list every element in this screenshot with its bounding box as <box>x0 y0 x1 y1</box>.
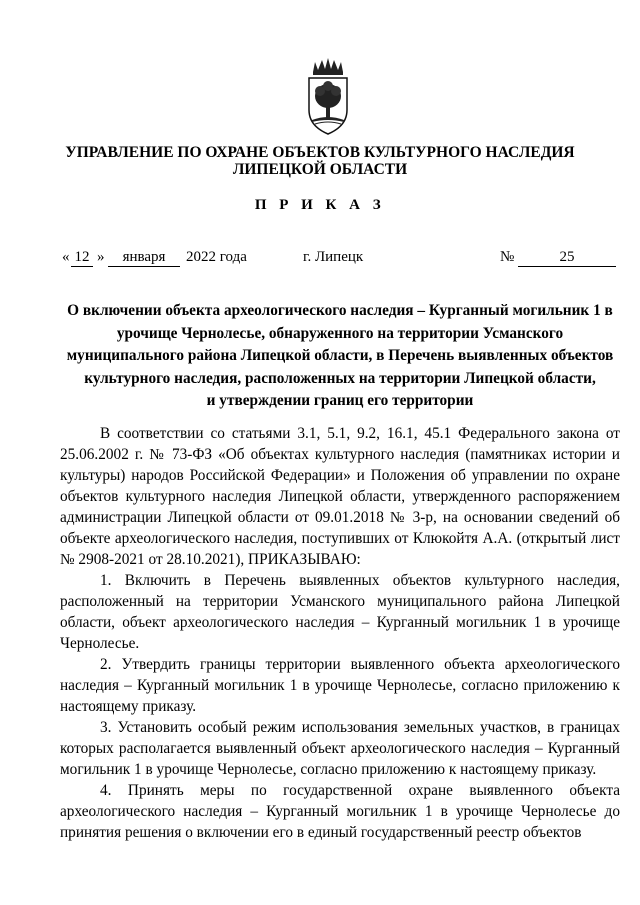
item-4-paragraph: 4. Принять меры по государственной охране выявленного объекта археологического наследия – Курганный могильник 1 в урочище Чернолесье до принятия решения о включении его в единый государственный реестр объектов <box>60 782 620 841</box>
number-value: 25 <box>559 249 575 265</box>
heading-line-3: муниципального района Липецкой области, в Перечень выявленных объектов <box>66 347 614 364</box>
year-value: 2022 года <box>186 249 247 265</box>
quote-open: « <box>62 249 70 265</box>
preamble-paragraph: В соответствии со статьями 3.1, 5.1, 9.2, 16.1, 45.1 Федерального закона от 25.06.2002 г. № 73-ФЗ «Об объектах культурного наследия (памятниках истории и культуры) народов Российской Федерации» и Положения об управлении по охране объектов культурного наследия Липецкой области, утвержденного распоряжением администрации Липецкой области от 09.01.2018 № 3-р, на основании сведений об объекте археологического наследия, поступивших от Клюкойтя А.А. (открытый лист № 2908-2021 от 28.10.2021), ПРИКАЗЫВАЮ: <box>60 425 620 568</box>
heading-line-4: культурного наследия, расположенных на территории Липецкой области, <box>84 369 596 387</box>
heading-line-2: урочище Чернолесье, обнаруженного на территории Усманского <box>116 324 564 342</box>
coat-of-arms-emblem <box>303 58 353 136</box>
item-1-paragraph: 1. Включить в Перечень выявленных объектов культурного наследия, расположенный на территории Усманского муниципального района Липецкой области, объект археологического наследия – Курганный могильник 1 в урочище Чернолесье. <box>60 572 620 652</box>
heading-line-1: О включении объекта археологического наследия – Курганный могильник 1 в <box>67 302 613 319</box>
org-line-2: ЛИПЕЦКОЙ ОБЛАСТИ <box>232 161 408 178</box>
number-label: № <box>500 249 515 265</box>
document-type: П Р И К А З <box>254 197 386 213</box>
heading-line-5: и утверждении границ его территории <box>206 392 474 409</box>
organization-name <box>0 144 640 178</box>
date-number-line <box>62 249 618 271</box>
city-value: г. Липецк <box>303 249 364 265</box>
day-value: 12 <box>74 249 90 265</box>
org-line-1: УПРАВЛЕНИЕ ПО ОХРАНЕ ОБЪЕКТОВ КУЛЬТУРНОГО НАСЛЕДИЯ <box>65 144 575 161</box>
item-2-paragraph: 2. Утвердить границы территории выявленного объекта археологического наследия – Курганный могильник 1 в урочище Чернолесье, согласно приложению к настоящему приказу. <box>60 656 620 715</box>
order-body <box>60 423 620 843</box>
quote-close: » <box>97 249 105 265</box>
order-heading <box>60 300 620 413</box>
month-value: января <box>122 249 166 265</box>
item-3-paragraph: 3. Установить особый режим использования земельных участков, в границах которых располагается выявленный объект археологического наследия – Курганный могильник 1 в урочище Чернолесье, согласно приложению к настоящему приказу. <box>60 719 620 778</box>
